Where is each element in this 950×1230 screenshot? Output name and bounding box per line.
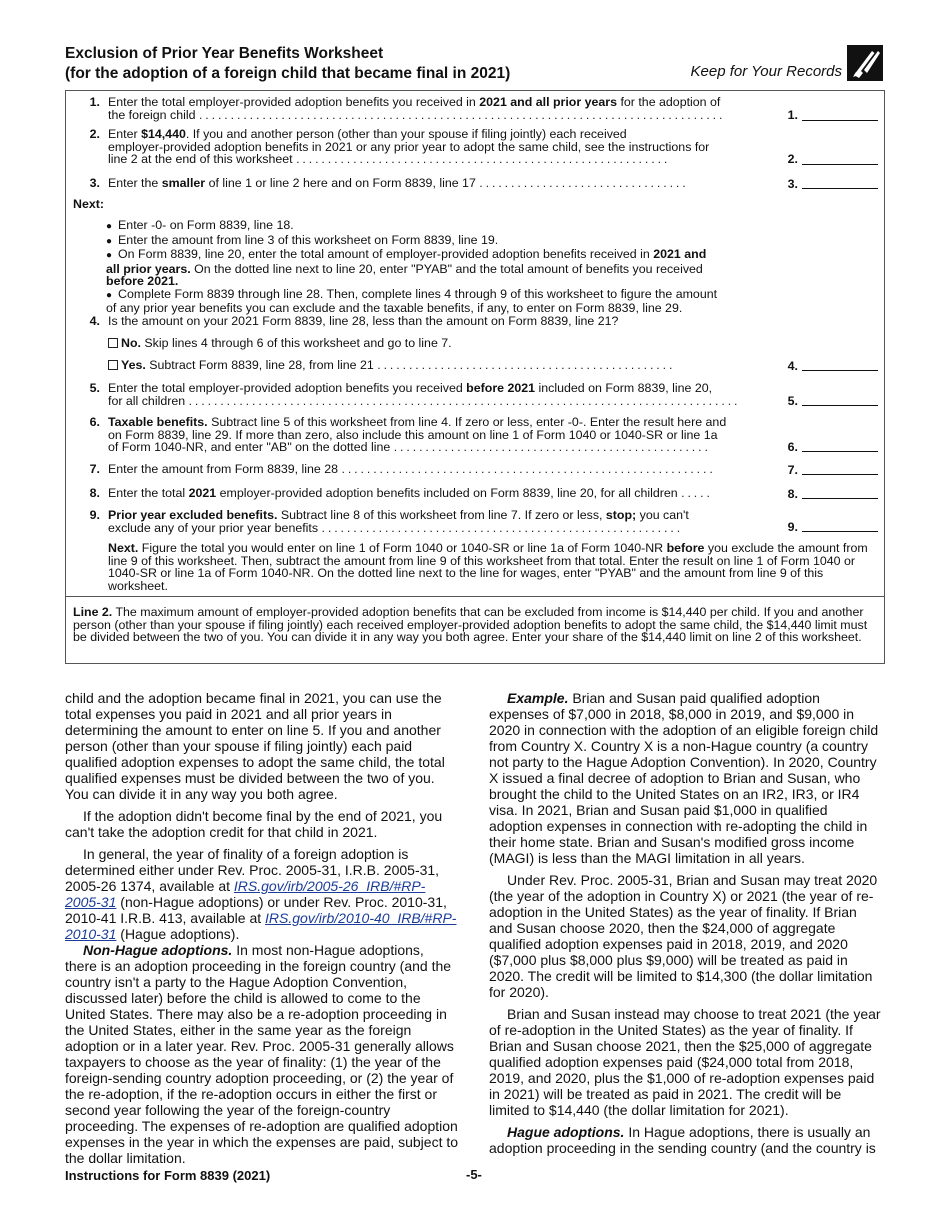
yes-checkbox[interactable] bbox=[108, 360, 118, 370]
line-5-answer[interactable] bbox=[802, 394, 878, 406]
text-part: Subtract line 8 of this worksheet from line 7. If zero or less, bbox=[277, 508, 606, 522]
bullet-text: Enter the amount from line 3 of this worksheet on Form 8839, line 19. bbox=[118, 232, 499, 247]
yes-option-text bbox=[108, 359, 776, 372]
text-bold: all prior years. bbox=[106, 261, 191, 276]
line-number: 4. bbox=[89, 314, 100, 328]
text-part: Brian and Susan paid qualified adoption expenses of $7,000 in 2018, $8,000 in 2019, and $9,000 in 2020 in connection with the adoption of an eligible foreign child from Country X. Country X is a non-Hague country (a country not party to the Hague Adoption Convention). In 2020, Country X issued a final decree of adoption to Brian and Susan, who brought the child to the United States on an IR2, IR3, or IR4 visa. In 2021, Brian and Susan paid $1,000 in qualified adoption expenses in connection with re-adopting the child in their home state. Brian and Susan's modified gross income (MAGI) is less than the MAGI limitation in all years. bbox=[489, 690, 879, 866]
bullet-item bbox=[106, 288, 796, 315]
line-8-answer[interactable] bbox=[802, 487, 878, 499]
line-number: 7. bbox=[89, 462, 100, 476]
line-ref: 1. bbox=[787, 108, 798, 122]
line-ref: 8. bbox=[787, 487, 798, 501]
leader-dots: ......................................................... bbox=[321, 520, 684, 535]
bullet-text: On the dotted line next to line 20, enter "PYAB" and the total amount of benefits you received bbox=[190, 261, 703, 276]
paragraph bbox=[65, 846, 459, 942]
line-6-answer[interactable] bbox=[802, 440, 878, 452]
bullet-item bbox=[106, 234, 796, 249]
no-text: Skip lines 4 through 6 of this worksheet and go to line 7. bbox=[140, 336, 452, 350]
line-4-answer[interactable] bbox=[802, 359, 878, 371]
no-label: No. bbox=[121, 336, 141, 350]
text-bold: before bbox=[666, 541, 705, 555]
next-instructions-list bbox=[106, 219, 796, 315]
text-part: of Form 1040-NR, and enter "AB" on the dotted line bbox=[108, 440, 391, 454]
right-column bbox=[489, 690, 883, 1162]
line-7-answer[interactable] bbox=[802, 463, 878, 475]
text-part: Figure the total you would enter on line 1 of Form 1040 or 1040-SR or line 1a of Form 1040-NR bbox=[138, 541, 667, 555]
run-in-heading: Example. bbox=[507, 690, 569, 706]
line-text bbox=[108, 487, 776, 500]
bullet-text: On Form 8839, line 20, enter the total amount of employer-provided adoption benefits received in bbox=[118, 247, 654, 261]
line-text bbox=[108, 509, 776, 534]
text-part: The maximum amount of employer-provided adoption benefits that can be excluded from income is $14,440 per child. If you and another person (other than your spouse if filing jointly) each received employer-provided adoption benefits to adopt the same child, the $14,440 limit must be divided between the two of you. You can divide it in any way you both agree. Enter your share of the $14,440 limit on line 2 of this worksheet. bbox=[73, 605, 868, 644]
text-part: In most non-Hague adoptions, there is an adoption proceeding in the foreign country (and the country isn't a party to the Hague Adoption Convention, discussed later) before the child is allowed to come to the United States. There may also be a re-adoption proceeding in the United States, either in the same year as the foreign adoption or in a later year. Rev. Proc. 2005-31 generally allows taxpayers to choose as the year of finality: (1) the year of the foreign-sending country adoption proceeding, or (2) the year of the re-adoption, if the re-adoption occurs in either the first or second year following the year of the foreign-country proceeding. The expenses of re-adoption are qualified adoption expenses in the year in which the expenses are paid, subject to the dollar limitation. bbox=[65, 942, 459, 1166]
text-bold: Line 2. bbox=[73, 605, 113, 619]
bullet-icon: ● bbox=[106, 221, 113, 232]
yes-text: Subtract Form 8839, line 28, from line 21 bbox=[145, 358, 374, 372]
text-part: employer-provided adoption benefits in 2021 or any prior year to adopt the same child, see the instructions for bbox=[108, 139, 710, 154]
text-bold: 2021 bbox=[188, 486, 217, 500]
irb-2010-31-link[interactable]: IRS.gov/irb/2010-40_IRB/#RP-2010-31 bbox=[65, 910, 457, 942]
line-ref: 7. bbox=[787, 463, 798, 477]
irb-2005-31-link[interactable]: IRS.gov/irb/2005-26_IRB/#RP-2005-31 bbox=[65, 878, 426, 910]
next-label: Next: bbox=[73, 197, 104, 211]
paragraph: If the adoption didn't become final by the end of 2021, you can't take the adoption credit for that child in 2021. bbox=[65, 808, 443, 840]
text-part: line 2 at the end of this worksheet bbox=[108, 152, 293, 166]
line-number: 2. bbox=[89, 127, 100, 141]
line-text bbox=[108, 416, 776, 454]
line-ref: 9. bbox=[787, 520, 798, 534]
text-part: Enter the amount from Form 8839, line 28 bbox=[108, 462, 339, 476]
text-bold: 2021 and all prior years bbox=[479, 95, 618, 109]
leader-dots: ............................................... bbox=[377, 358, 676, 372]
leader-dots: ................................. bbox=[479, 176, 689, 190]
no-checkbox[interactable] bbox=[108, 338, 118, 348]
text-part: employer-provided adoption benefits included on Form 8839, line 20, for all children bbox=[216, 486, 678, 500]
bullet-text: of any prior year benefits you can exclude and the taxable benefits, if any, to enter on Form 8839, line 29. bbox=[106, 301, 683, 315]
line-number: 6. bbox=[89, 415, 100, 429]
page-number: -5- bbox=[466, 1167, 482, 1182]
text-part: exclude any of your prior year benefits bbox=[108, 520, 319, 535]
pen-icon bbox=[847, 45, 883, 81]
left-column bbox=[65, 690, 459, 1172]
text-part: Enter the total employer-provided adoption benefits you received in bbox=[108, 95, 480, 109]
text-part: Enter the total employer-provided adoption benefits you received bbox=[108, 381, 467, 395]
text-part: (non-Hague adoptions) or under Rev. Proc. 2010-31, 2010-41 I.R.B. 413, available at bbox=[65, 894, 447, 926]
leader-dots: .................................................. bbox=[393, 440, 711, 454]
bullet-text: Enter -0- on Form 8839, line 18. bbox=[118, 218, 294, 232]
text-part: on Form 8839, line 29. If more than zero, also include this amount on line 1 of Form 1040 or 1040-SR or line 1a bbox=[108, 427, 718, 442]
run-in-heading: Non-Hague adoptions. bbox=[83, 942, 233, 958]
line-9-answer[interactable] bbox=[802, 520, 878, 532]
line-number: 8. bbox=[89, 486, 100, 500]
bullet-text: Complete Form 8839 through line 28. Then, complete lines 4 through 9 of this worksheet to figure the amount bbox=[118, 286, 718, 301]
text-part: Subtract line 5 of this worksheet from line 4. If zero or less, enter -0-. Enter the result here and bbox=[207, 415, 727, 429]
text-part: Enter the total bbox=[108, 486, 189, 500]
text-part: for the adoption of bbox=[617, 95, 721, 109]
keep-records-label: Keep for Your Records bbox=[690, 63, 842, 80]
no-option-text bbox=[108, 337, 776, 350]
paragraph: Brian and Susan instead may choose to treat 2021 (the year of re-adoption in the United States) as the year of finality. If Brian and Susan choose 2021, then the $25,000 of aggregate qualified adoption expenses paid ($24,000 total from 2018, 2019, and 2020, plus the $1,000 of re-adoption expenses paid in 2021) will be treated as paid in 2021. The credit will be limited to $14,440 (the dollar limitation for 2021). bbox=[489, 1006, 881, 1118]
footer-form-title: Instructions for Form 8839 (2021) bbox=[65, 1168, 271, 1183]
title-line-2: (for the adoption of a foreign child that became final in 2021) bbox=[65, 65, 511, 82]
text-part: Enter the bbox=[108, 176, 162, 190]
text-bold: 2021 and bbox=[653, 247, 707, 261]
line-text bbox=[108, 128, 776, 166]
leader-dots: ....................................................................................... bbox=[188, 393, 741, 408]
text-bold: before 2021. bbox=[106, 274, 179, 288]
line-number: 3. bbox=[89, 176, 100, 190]
text-bold: stop; bbox=[605, 508, 637, 522]
worksheet-box bbox=[65, 90, 885, 664]
line-text bbox=[108, 382, 776, 407]
paragraph bbox=[489, 1124, 883, 1156]
text-bold: $14,440 bbox=[141, 127, 186, 141]
line-ref: 4. bbox=[787, 359, 798, 373]
text-part: In Hague adoptions, there is usually an adoption proceeding in the sending country (and the country is bbox=[489, 1124, 876, 1156]
line-ref: 5. bbox=[787, 394, 798, 408]
text-bold: Prior year excluded benefits. bbox=[108, 508, 278, 522]
text-part: for all children bbox=[108, 393, 186, 408]
paragraph: Under Rev. Proc. 2005-31, Brian and Susan may treat 2020 (the year of the adoption in Country X) or 2021 (the year of re-adoption in the United States) as the year of finality. If Brian and Susan choose 2020, then the $24,000 of aggregate qualified adoption expenses paid in 2018, 2019, and 2020 ($7,000 plus $8,000 plus $9,000) will be treated as paid in 2020. The credit will be limited to $14,300 (the dollar limitation for 2020). bbox=[489, 872, 878, 1000]
line-number: 5. bbox=[89, 381, 100, 395]
bullet-item bbox=[106, 248, 796, 288]
leader-dots: ................................................................................... bbox=[198, 107, 726, 122]
text-part: In general, the year of finality of a foreign adoption is determined either under Rev. Proc. 2005-31, I.R.B. 2005-31, 2005-26 1374, available at bbox=[65, 846, 440, 894]
paragraph bbox=[65, 942, 459, 1166]
run-in-heading: Hague adoptions. bbox=[507, 1124, 625, 1140]
line-text bbox=[108, 177, 776, 190]
next-paragraph bbox=[108, 542, 876, 592]
paragraph: child and the adoption became final in 2021, you can use the total expenses you paid in 2021 and all prior years in determining the amount to enter on line 5. If you and another person (other than your spouse if filing jointly) each paid qualified adoption expenses to adopt the same child, the total qualified expenses must be divided between the two of you. You can divide it in any way you both agree. bbox=[65, 690, 445, 802]
text-part: Enter bbox=[108, 127, 142, 141]
line-2-answer[interactable] bbox=[802, 153, 878, 165]
text-part: of line 1 or line 2 here and on Form 8839, line 17 bbox=[205, 176, 476, 190]
paragraph bbox=[489, 690, 883, 866]
leader-dots: ........................................................... bbox=[296, 152, 671, 166]
leader-dots: ..... bbox=[681, 486, 713, 500]
worksheet-title bbox=[65, 44, 510, 84]
text-part: . If you and another person (other than your spouse if filing jointly) each received bbox=[185, 127, 627, 141]
text-bold: Next. bbox=[108, 541, 139, 555]
worksheet-divider bbox=[66, 596, 884, 597]
bullet-icon: ● bbox=[106, 235, 113, 247]
line-3-answer[interactable] bbox=[802, 177, 878, 189]
line-number: 1. bbox=[89, 95, 100, 109]
line-2-note bbox=[73, 606, 878, 644]
yes-label: Yes. bbox=[121, 358, 146, 372]
text-part: the foreign child bbox=[108, 107, 196, 122]
line-ref: 3. bbox=[787, 177, 798, 191]
bullet-icon: ● bbox=[106, 250, 113, 261]
line-text bbox=[108, 96, 776, 121]
bullet-item bbox=[106, 219, 796, 234]
line-ref: 2. bbox=[787, 152, 798, 166]
text-part: (Hague adoptions). bbox=[116, 926, 240, 942]
line-1-answer[interactable] bbox=[802, 109, 878, 121]
leader-dots: ........................................................... bbox=[341, 462, 716, 476]
title-line-1: Exclusion of Prior Year Benefits Worksheet bbox=[65, 45, 384, 62]
text-part: included on Form 8839, line 20, bbox=[535, 381, 713, 395]
line-text: Is the amount on your 2021 Form 8839, line 28, less than the amount on Form 8839, line 21? bbox=[108, 314, 619, 328]
records-icon bbox=[847, 45, 883, 81]
line-text bbox=[108, 463, 776, 476]
text-bold: Taxable benefits. bbox=[108, 415, 208, 429]
text-bold: before 2021 bbox=[466, 381, 536, 395]
bullet-icon: ● bbox=[106, 289, 113, 301]
text-part: you exclude the amount from line 9 of this worksheet. Then, subtract the amount from line 9 of this worksheet from that total. Enter the result on line 1 of Form 1040 or 1040-SR or line 1a of Form 1040-NR. On the dotted line next to the line for wages, enter "PYAB" and the amount from line 9 of this worksheet. bbox=[108, 541, 868, 593]
text-part: you can't bbox=[636, 508, 689, 522]
text-bold: smaller bbox=[161, 176, 206, 190]
line-ref: 6. bbox=[787, 440, 798, 454]
line-number: 9. bbox=[89, 508, 100, 522]
